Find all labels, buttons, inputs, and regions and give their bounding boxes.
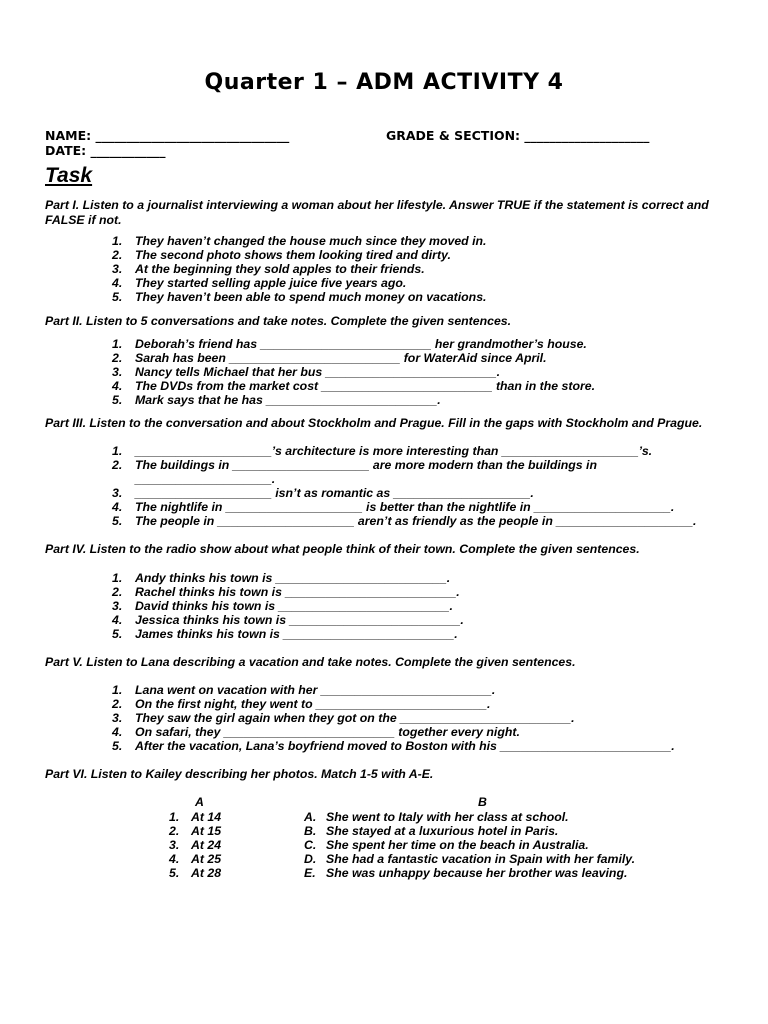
item-text: She had a fantastic vacation in Spain with her family. <box>326 852 636 866</box>
item-text: At 15 <box>191 824 222 838</box>
list-item <box>112 697 675 711</box>
part-4-instruction: Part IV. Listen to the radio show about what people think of their town. Complete the given sentences. <box>45 542 640 556</box>
item-letter: A. <box>304 810 317 824</box>
part-3-instruction: Part III. Listen to the conversation and about Stockholm and Prague. Fill in the gaps with Stockholm and Prague. <box>45 416 703 430</box>
list-item <box>169 852 221 866</box>
date-field[interactable]: DATE: ____________ <box>45 143 166 158</box>
item-text: On safari, they _________________________ together every night. <box>135 725 520 739</box>
item-number: 2. <box>112 248 123 262</box>
list-item <box>112 500 696 514</box>
item-number: 2. <box>169 824 180 838</box>
item-text: She spent her time on the beach in Australia. <box>326 838 589 852</box>
list-item <box>112 379 595 393</box>
item-number: 5. <box>112 514 123 528</box>
item-number: 5. <box>112 627 123 641</box>
item-text: They saw the girl again when they got on the _________________________. <box>135 711 575 725</box>
page-title: Quarter 1 – ADM ACTIVITY 4 <box>204 70 564 95</box>
item-number: 4. <box>112 379 123 393</box>
list-item <box>112 725 675 739</box>
item-text: They started selling apple juice five years ago. <box>135 276 407 290</box>
item-number: 2. <box>112 585 123 599</box>
list-item <box>112 599 464 613</box>
item-number: 3. <box>112 711 123 725</box>
item-text: They haven’t changed the house much since they moved in. <box>135 234 487 248</box>
item-number: 4. <box>112 500 123 514</box>
item-number: 1. <box>169 810 180 824</box>
list-item <box>112 585 464 599</box>
item-text: The second photo shows them looking tired and dirty. <box>135 248 451 262</box>
item-number: 3. <box>169 838 180 852</box>
part-1-instruction: Part I. Listen to a journalist interviewing a woman about her lifestyle. Answer TRUE if the statement is correct and FALSE if not. <box>45 198 709 227</box>
column-b <box>304 810 635 880</box>
item-text: They haven’t been able to spend much money on vacations. <box>135 290 487 304</box>
item-text: At 24 <box>191 838 222 852</box>
list-item <box>112 683 675 697</box>
part-4-list <box>112 571 464 641</box>
list-item <box>112 365 595 379</box>
list-item <box>112 711 675 725</box>
item-text: At 14 <box>191 810 222 824</box>
item-text: Rachel thinks his town is _________________________. <box>135 585 460 599</box>
list-item <box>169 824 221 838</box>
item-text: The people in ____________________ aren’t as friendly as the people in ____________________. <box>135 514 697 528</box>
column-a <box>169 810 221 880</box>
part-2-instruction: Part II. Listen to 5 conversations and take notes. Complete the given sentences. <box>45 314 512 328</box>
grade-section-field[interactable]: GRADE & SECTION: ____________________ <box>386 128 650 143</box>
list-item <box>304 852 635 866</box>
item-number: 3. <box>112 262 123 276</box>
item-number: 5. <box>112 290 123 304</box>
item-number: 2. <box>112 697 123 711</box>
column-b-heading: B <box>478 795 487 809</box>
item-number: 4. <box>112 613 123 627</box>
part-5-instruction: Part V. Listen to Lana describing a vacation and take notes. Complete the given sentences. <box>45 655 576 669</box>
list-item <box>112 248 486 262</box>
list-item <box>112 337 595 351</box>
item-number: 1. <box>112 571 123 585</box>
item-text: She was unhappy because her brother was leaving. <box>326 866 628 880</box>
item-text: Sarah has been _________________________ for WaterAid since April. <box>135 351 547 365</box>
item-number: 2. <box>112 458 123 472</box>
list-item <box>112 351 595 365</box>
item-text: At the beginning they sold apples to their friends. <box>135 262 425 276</box>
list-item <box>112 571 464 585</box>
item-text: The buildings in ____________________ are more modern than the buildings in ____________________. <box>135 458 597 486</box>
item-text: Andy thinks his town is _________________________. <box>135 571 451 585</box>
item-number: 1. <box>112 444 123 458</box>
item-text: Mark says that he has _________________________. <box>135 393 441 407</box>
item-number: 5. <box>169 866 180 880</box>
part-5-list <box>112 683 675 753</box>
part-3-list <box>112 444 696 528</box>
item-number: 3. <box>112 599 123 613</box>
item-text: On the first night, they went to _________________________. <box>135 697 491 711</box>
item-text: She stayed at a luxurious hotel in Paris. <box>326 824 559 838</box>
item-number: 5. <box>112 393 123 407</box>
column-a-heading: A <box>195 795 204 809</box>
part-1-list <box>112 234 486 304</box>
list-item <box>112 613 464 627</box>
item-number: 1. <box>112 337 123 351</box>
item-text: The nightlife in ____________________ is better than the nightlife in ____________________. <box>135 500 675 514</box>
list-item <box>112 739 675 753</box>
item-number: 4. <box>169 852 180 866</box>
item-text: James thinks his town is _________________________. <box>135 627 458 641</box>
list-item <box>112 486 696 500</box>
list-item <box>169 866 221 880</box>
item-letter: B. <box>304 824 317 838</box>
list-item <box>112 290 486 304</box>
item-number: 4. <box>112 725 123 739</box>
item-text: At 28 <box>191 866 222 880</box>
list-item <box>112 514 696 528</box>
item-text: At 25 <box>191 852 222 866</box>
item-number: 1. <box>112 683 123 697</box>
list-item <box>112 393 595 407</box>
item-text: After the vacation, Lana’s boyfriend moved to Boston with his _________________________. <box>135 739 675 753</box>
list-item <box>304 810 635 824</box>
list-item <box>112 444 696 458</box>
list-item <box>304 838 635 852</box>
item-letter: E. <box>304 866 316 880</box>
list-item <box>112 234 486 248</box>
name-field[interactable]: NAME: _______________________________ <box>45 128 290 143</box>
list-item <box>169 838 221 852</box>
item-text: Nancy tells Michael that her bus _________________________. <box>135 365 501 379</box>
item-text: David thinks his town is _________________________. <box>135 599 453 613</box>
list-item <box>112 627 464 641</box>
list-item <box>112 458 665 486</box>
list-item <box>304 866 635 880</box>
list-item <box>112 262 486 276</box>
item-text: Lana went on vacation with her _________________________. <box>135 683 496 697</box>
part-2-list <box>112 337 595 407</box>
item-text: She went to Italy with her class at school. <box>326 810 569 824</box>
item-number: 3. <box>112 486 123 500</box>
item-text: The DVDs from the market cost _________________________ than in the store. <box>135 379 596 393</box>
list-item <box>112 276 486 290</box>
item-text: Deborah’s friend has _________________________ her grandmother’s house. <box>135 337 587 351</box>
task-heading: Task <box>45 164 93 187</box>
item-number: 5. <box>112 739 123 753</box>
list-item <box>169 810 221 824</box>
item-number: 3. <box>112 365 123 379</box>
item-text: Jessica thinks his town is _________________________. <box>135 613 464 627</box>
list-item <box>304 824 635 838</box>
item-number: 4. <box>112 276 123 290</box>
item-number: 2. <box>112 351 123 365</box>
item-letter: C. <box>304 838 317 852</box>
part-6-instruction: Part VI. Listen to Kailey describing her photos. Match 1-5 with A-E. <box>45 767 434 781</box>
item-letter: D. <box>304 852 317 866</box>
item-text: ____________________ isn’t as romantic as ____________________. <box>135 486 534 500</box>
item-text: ____________________’s architecture is more interesting than ____________________’s. <box>135 444 653 458</box>
item-number: 1. <box>112 234 123 248</box>
